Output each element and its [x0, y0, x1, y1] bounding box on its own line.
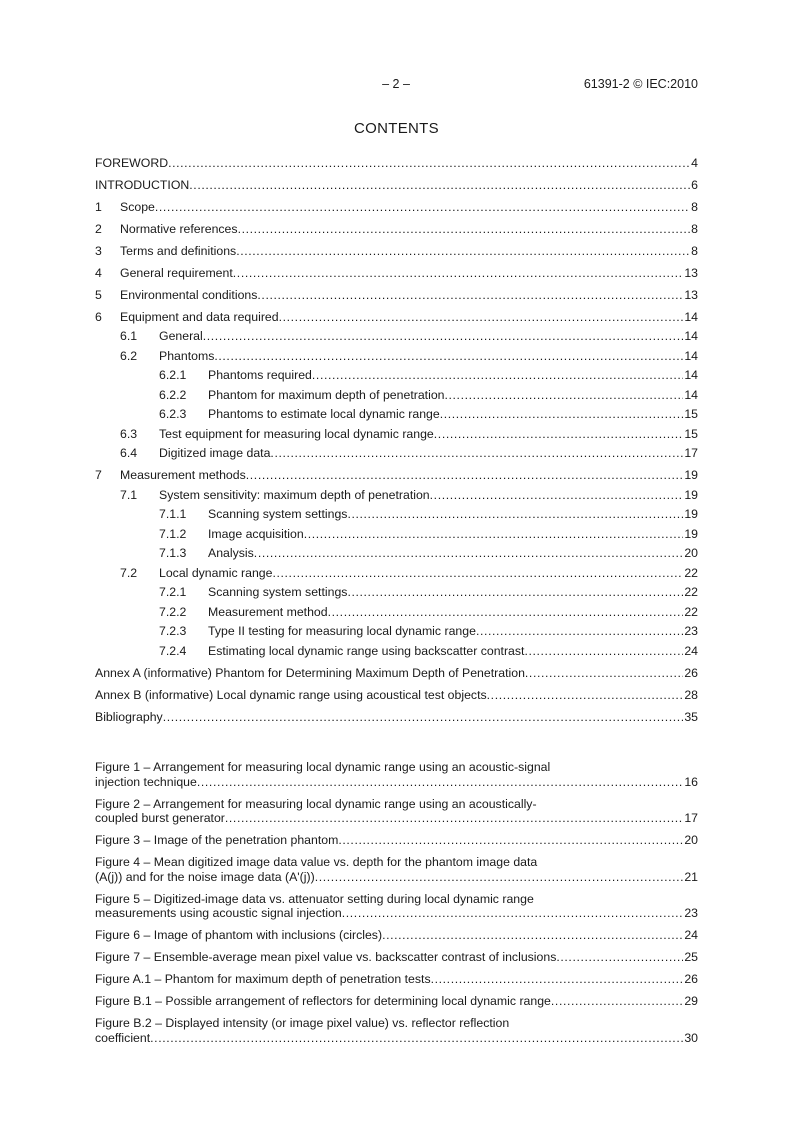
toc-entry-title: Scope — [120, 199, 155, 214]
toc-entry-page: 17 — [684, 446, 698, 460]
dot-leader — [476, 622, 683, 642]
figure-entry-last-line — [95, 811, 698, 826]
toc-entry[interactable] — [95, 486, 698, 506]
figure-title-line1: Figure 2 – Arrangement for measuring local dynamic range using an acoustically- — [95, 796, 537, 811]
toc-entry-page: 19 — [684, 468, 698, 482]
toc-entry-number: 7.1.1 — [159, 507, 187, 521]
toc-entry-title: Analysis — [208, 546, 254, 560]
dot-leader — [238, 220, 691, 240]
dot-leader — [150, 1031, 683, 1046]
figure-title-line2: Figure A.1 – Phantom for maximum depth of penetration tests — [95, 972, 431, 986]
figure-entry-last-line — [95, 1031, 698, 1046]
toc-entry-page: 13 — [684, 265, 698, 280]
toc-entry-page: 19 — [684, 507, 698, 521]
toc-entry-page: 23 — [684, 624, 698, 638]
dot-leader — [272, 564, 683, 584]
dot-leader — [155, 198, 690, 218]
toc-entry[interactable] — [95, 603, 698, 623]
figure-title-line2: measurements using acoustic signal injection — [95, 906, 342, 920]
toc-entry-title: Type II testing for measuring local dynamic range — [208, 624, 476, 638]
toc-entry[interactable] — [95, 466, 698, 486]
figure-entry[interactable] — [95, 797, 698, 826]
figure-entry[interactable] — [95, 855, 698, 884]
toc-entry-title: Digitized image data — [159, 446, 271, 460]
toc-entry-title: Annex A (informative) Phantom for Determining Maximum Depth of Penetration — [95, 665, 525, 680]
toc-entry[interactable] — [95, 664, 698, 684]
figure-title-line1: Figure 5 – Digitized-image data vs. attenuator setting during local dynamic range — [95, 891, 534, 906]
toc-entry-page: 19 — [684, 487, 698, 502]
toc-entry-number: 7.2.4 — [159, 643, 187, 658]
toc-entry-title: FOREWORD — [95, 155, 169, 170]
toc-entry[interactable] — [95, 366, 698, 386]
figure-page: 24 — [684, 928, 698, 942]
dot-leader — [203, 327, 684, 347]
toc-entry-page: 14 — [684, 387, 698, 402]
figure-entry-last-line — [95, 928, 698, 943]
dot-leader — [304, 525, 684, 545]
dot-leader — [233, 264, 684, 284]
toc-entry-page: 14 — [684, 329, 698, 343]
figure-entry-last-line — [95, 870, 698, 885]
toc-entry-number: 6.2.3 — [159, 407, 187, 421]
toc-entry[interactable] — [95, 708, 698, 728]
figure-entry[interactable] — [95, 928, 698, 943]
dot-leader — [254, 544, 684, 564]
dot-leader — [434, 425, 684, 445]
figure-title-line2: Figure B.1 – Possible arrangement of reflectors for determining local dynamic range — [95, 994, 551, 1008]
dot-leader — [214, 347, 683, 367]
dot-leader — [431, 972, 684, 987]
figure-entry-last-line — [95, 972, 698, 987]
toc-entry-title: System sensitivity: maximum depth of penetration — [159, 487, 430, 502]
toc-entry-number: 3 — [95, 243, 102, 258]
toc-entry-title: Bibliography — [95, 709, 163, 724]
figure-title-line2: (A(j)) and for the noise image data (A'(j)) — [95, 869, 315, 884]
toc-entry-number: 7.1 — [120, 487, 138, 502]
toc-entry-number: 4 — [95, 265, 102, 280]
dot-leader — [347, 583, 683, 603]
toc-entry-page: 13 — [684, 287, 698, 302]
toc-entry-title: Scanning system settings — [208, 585, 348, 599]
figure-title-line2: coefficient — [95, 1030, 151, 1045]
toc-entry-page: 22 — [684, 585, 698, 599]
figure-page: 23 — [684, 906, 698, 920]
figure-page: 30 — [684, 1030, 698, 1045]
dot-leader — [551, 994, 683, 1009]
toc-entry-title: Phantom for maximum depth of penetration — [208, 387, 445, 402]
toc-entry[interactable] — [95, 176, 698, 196]
dot-leader — [257, 286, 683, 306]
figure-entry-last-line — [95, 906, 698, 921]
toc-entry-title: Normative references — [120, 221, 238, 236]
dot-leader — [347, 505, 683, 525]
toc-entry[interactable] — [95, 405, 698, 425]
document-id: 61391-2 © IEC:2010 — [583, 77, 698, 91]
figure-entry[interactable] — [95, 972, 698, 987]
toc-entry-title: Phantoms — [159, 348, 215, 363]
figure-entry-last-line — [95, 775, 698, 790]
figure-page: 21 — [684, 869, 698, 884]
dot-leader — [342, 906, 684, 921]
toc-entry-title: General — [159, 329, 203, 343]
figure-title-line2: Figure 3 – Image of the penetration phantom — [95, 833, 339, 847]
dot-leader — [445, 386, 684, 406]
toc-entry[interactable] — [95, 525, 698, 545]
toc-entry-number: 5 — [95, 287, 102, 302]
page-number: – 2 – — [382, 77, 410, 91]
toc-entry[interactable] — [95, 622, 698, 642]
toc-entry-title: Test equipment for measuring local dynamic range — [159, 426, 434, 441]
toc-entry-title: General requirement — [120, 265, 233, 280]
toc-entry[interactable] — [95, 386, 698, 406]
figure-title-line1: Figure B.2 – Displayed intensity (or image pixel value) vs. reflector reflection — [95, 1016, 510, 1030]
dot-leader — [197, 775, 683, 790]
toc-entry[interactable] — [95, 686, 698, 706]
figure-page: 16 — [684, 774, 698, 789]
figure-page: 25 — [684, 950, 698, 964]
toc-entry-page: 35 — [684, 709, 698, 724]
toc-entry[interactable] — [95, 583, 698, 603]
toc-entry[interactable] — [95, 642, 698, 662]
toc-entry-number: 6.4 — [120, 446, 138, 460]
figure-page: 17 — [684, 811, 698, 825]
toc-entry-page: 22 — [684, 604, 698, 619]
dot-leader — [315, 870, 684, 885]
toc-entry-number: 6.3 — [120, 426, 138, 441]
toc-entry-title: Scanning system settings — [208, 507, 348, 521]
figure-page: 20 — [684, 833, 698, 847]
toc-entry-number: 7.1.3 — [159, 546, 187, 560]
toc-entry[interactable] — [95, 264, 698, 284]
dot-leader — [556, 950, 683, 965]
toc-entry-title: Annex B (informative) Local dynamic range using acoustical test objects — [95, 687, 487, 702]
figure-title-line2: Figure 7 – Ensemble-average mean pixel value vs. backscatter contrast of inclusions — [95, 950, 557, 964]
toc-entry-title: Measurement methods — [120, 468, 246, 482]
toc-entry-title: Local dynamic range — [159, 565, 273, 580]
figure-title-line1: Figure 4 – Mean digitized image data value vs. depth for the phantom image data — [95, 855, 538, 869]
toc-entry-page: 8 — [691, 199, 698, 214]
toc-entry-title: INTRODUCTION — [95, 177, 190, 192]
figure-entry-last-line — [95, 950, 698, 965]
toc-entry-page: 14 — [684, 309, 698, 324]
dot-leader — [279, 308, 684, 328]
toc-entry-page: 14 — [684, 368, 698, 382]
toc-entry-title: Terms and definitions — [120, 243, 237, 258]
dot-leader — [338, 833, 683, 848]
figure-title-line2: Figure 6 – Image of phantom with inclusions (circles) — [95, 928, 383, 942]
toc-entry-number: 7.1.2 — [159, 526, 187, 541]
dot-leader — [246, 466, 684, 486]
toc-entry-page: 19 — [684, 526, 698, 541]
toc-entry-page: 8 — [691, 221, 698, 236]
dot-leader — [168, 154, 690, 174]
toc-entry-number: 6.1 — [120, 329, 138, 343]
toc-entry-title: Image acquisition — [208, 526, 304, 541]
toc-entry-title: Measurement method — [208, 604, 328, 619]
toc-entry[interactable] — [95, 505, 698, 525]
toc-entry[interactable] — [95, 286, 698, 306]
dot-leader — [225, 811, 683, 826]
toc-entry[interactable] — [95, 544, 698, 564]
toc-entry-number: 7.2.1 — [159, 585, 187, 599]
figure-entry[interactable] — [95, 1016, 698, 1045]
toc-entry[interactable] — [95, 198, 698, 218]
toc-entry-page: 22 — [684, 565, 698, 580]
list-of-figures — [95, 760, 698, 1053]
figure-entry[interactable] — [95, 994, 698, 1009]
toc-entry-page: 28 — [684, 687, 698, 702]
toc-entry-page: 24 — [684, 643, 698, 658]
toc-entry[interactable] — [95, 327, 698, 347]
figure-entry[interactable] — [95, 760, 698, 789]
toc-entry[interactable] — [95, 220, 698, 240]
figure-page: 29 — [684, 994, 698, 1008]
toc-entry-title: Equipment and data required — [120, 309, 279, 324]
figure-entry[interactable] — [95, 833, 698, 848]
toc-entry-page: 26 — [684, 665, 698, 680]
toc-entry[interactable] — [95, 347, 698, 367]
toc-entry-page: 4 — [691, 155, 698, 170]
toc-entry-page: 15 — [684, 426, 698, 441]
toc-entry-title: Estimating local dynamic range using backscatter contrast — [208, 643, 525, 658]
toc-entry-title: Phantoms required — [208, 368, 312, 382]
toc-entry-page: 20 — [684, 546, 698, 560]
toc-entry-number: 6.2.1 — [159, 368, 187, 382]
figure-entry[interactable] — [95, 950, 698, 965]
toc-entry[interactable] — [95, 308, 698, 328]
toc-entry-number: 2 — [95, 221, 102, 236]
toc-entry[interactable] — [95, 444, 698, 464]
dot-leader — [524, 642, 683, 662]
dot-leader — [312, 366, 683, 386]
dot-leader — [189, 176, 690, 196]
toc-entry-number: 7.2.2 — [159, 604, 187, 619]
toc-entry-page: 15 — [684, 407, 698, 421]
figure-title-line2: injection technique — [95, 774, 197, 789]
figure-title-line1: Figure 1 – Arrangement for measuring local dynamic range using an acoustic-signal — [95, 760, 551, 774]
dot-leader — [270, 444, 683, 464]
figure-page: 26 — [684, 972, 698, 986]
contents-heading: CONTENTS — [354, 120, 439, 137]
toc-entry-number: 6.2.2 — [159, 387, 187, 402]
dot-leader — [163, 708, 684, 728]
toc-entry-page: 14 — [684, 348, 698, 363]
figure-title-line2: coupled burst generator — [95, 811, 225, 825]
dot-leader — [382, 928, 683, 943]
figure-entry-last-line — [95, 833, 698, 848]
dot-leader — [236, 242, 690, 262]
dot-leader — [487, 686, 684, 706]
toc-entry-number: 1 — [95, 199, 102, 214]
figure-entry-last-line — [95, 994, 698, 1009]
dot-leader — [440, 405, 684, 425]
dot-leader — [328, 603, 684, 623]
toc-entry[interactable] — [95, 154, 698, 174]
table-of-contents — [95, 151, 698, 727]
dot-leader — [525, 664, 683, 684]
toc-entry-page: 8 — [691, 243, 698, 258]
dot-leader — [430, 486, 684, 506]
toc-entry-title: Environmental conditions — [120, 287, 258, 302]
toc-entry-number: 7.2 — [120, 565, 138, 580]
figure-entry[interactable] — [95, 892, 698, 921]
toc-entry[interactable] — [95, 425, 698, 445]
toc-entry[interactable] — [95, 242, 698, 262]
toc-entry-number: 6.2 — [120, 348, 138, 363]
toc-entry-number: 7.2.3 — [159, 624, 187, 638]
toc-entry-page: 6 — [691, 177, 698, 192]
toc-entry-number: 7 — [95, 468, 102, 482]
toc-entry-number: 6 — [95, 309, 102, 324]
toc-entry-title: Phantoms to estimate local dynamic range — [208, 407, 440, 421]
toc-entry[interactable] — [95, 564, 698, 584]
